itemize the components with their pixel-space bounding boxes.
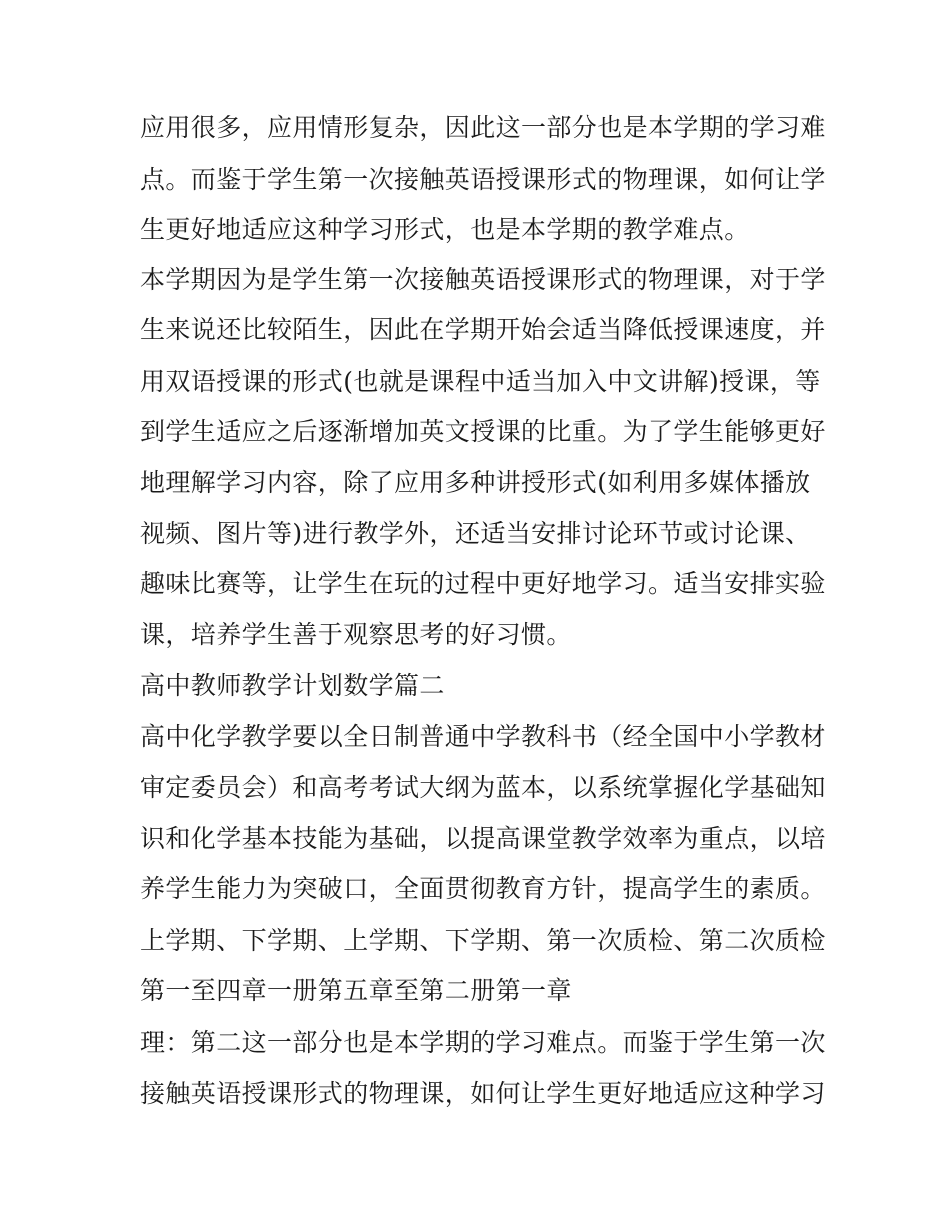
text-line: 课，培养学生善于观察思考的好习惯。 <box>140 620 572 649</box>
section-heading: 高中教师教学计划数学篇二 <box>140 671 445 700</box>
text-line: 审定委员会）和高考考试大纲为蓝本，以系统掌握化学基础知 <box>140 773 826 802</box>
paragraph-start-line: 理：第二这一部分也是本学期的学习难点。而鉴于学生第一次 <box>140 1028 826 1057</box>
text-line: 点。而鉴于学生第一次接触英语授课形式的物理课，如何让学 <box>140 165 826 194</box>
text-line: 视频、图片等)进行教学外，还适当安排讨论环节或讨论课、 <box>140 519 811 548</box>
text-line: 接触英语授课形式的物理课，如何让学生更好地适应这种学习 <box>140 1079 826 1108</box>
text-line: 应用很多，应用情形复杂，因此这一部分也是本学期的学习难 <box>140 113 826 142</box>
text-line: 生更好地适应这种学习形式，也是本学期的教学难点。 <box>140 215 750 244</box>
text-line: 识和化学基本技能为基础，以提高课堂教学效率为重点，以培 <box>140 824 826 853</box>
text-line: 到学生适应之后逐渐增加英文授课的比重。为了学生能够更好 <box>140 417 826 446</box>
paragraph-start-line: 高中化学教学要以全日制普通中学教科书（经全国中小学教材 <box>140 722 826 751</box>
text-line: 生来说还比较陌生，因此在学期开始会适当降低授课速度，并 <box>140 315 826 344</box>
text-line: 养学生能力为突破口，全面贯彻教育方针，提高学生的素质。 <box>140 874 826 903</box>
paragraph-start-line: 本学期因为是学生第一次接触英语授课形式的物理课，对于学 <box>140 265 826 294</box>
text-line: 用双语授课的形式(也就是课程中适当加入中文讲解)授课，等 <box>140 367 821 396</box>
text-line: 地理解学习内容，除了应用多种讲授形式(如利用多媒体播放 <box>140 468 811 497</box>
text-line: 上学期、下学期、上学期、下学期、第一次质检、第二次质检 <box>140 926 826 955</box>
text-line: 第一至四章一册第五章至第二册第一章 <box>140 976 572 1005</box>
text-line: 趣味比赛等，让学生在玩的过程中更好地学习。适当安排实验 <box>140 569 826 598</box>
